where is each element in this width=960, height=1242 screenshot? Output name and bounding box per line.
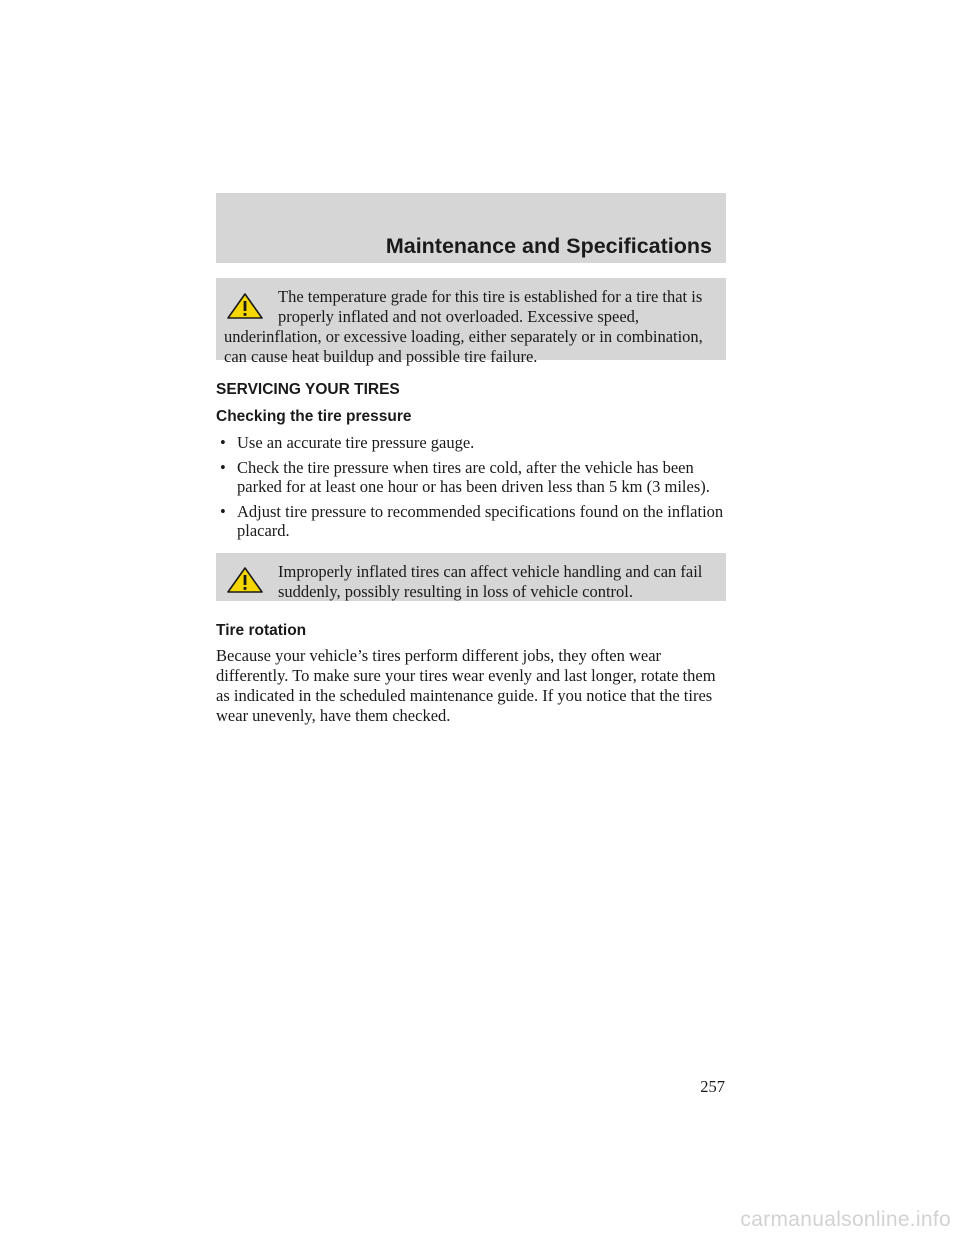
list-item-text: Use an accurate tire pressure gauge.: [237, 433, 475, 452]
tire-rotation-paragraph: Because your vehicle’s tires perform different jobs, they often wear differently. To make sure your tires wear evenly and last longer, rotate them as indicated in the scheduled maintenance guide. If you notice that the tires wear unevenly, have them checked.: [216, 646, 716, 725]
pressure-checklist: [216, 433, 726, 546]
list-item: [216, 433, 726, 453]
list-item: [216, 502, 726, 541]
subheading-tire-rotation: Tire rotation: [216, 622, 307, 639]
section-heading: SERVICING YOUR TIRES: [216, 381, 400, 398]
bullet-icon: •: [220, 433, 226, 452]
warning-triangle-icon: [226, 566, 264, 594]
warning-box-temperature: [216, 278, 726, 366]
section-header-band: [216, 193, 726, 263]
list-item-text: Adjust tire pressure to recommended specifications found on the inflation placard.: [237, 501, 724, 540]
warning-triangle-icon: [226, 292, 264, 320]
subheading-tire-pressure: Checking the tire pressure: [216, 408, 412, 425]
bullet-icon: •: [220, 501, 226, 521]
list-item: [216, 458, 726, 497]
warning-text: The temperature grade for this tire is established for a tire that is properly inflated and not overloaded. Excessive speed, underinflation, or excessive loading, either separately or in combination, can cause heat buildup and possible tire failure.: [224, 287, 703, 366]
list-item-text: Check the tire pressure when tires are cold, after the vehicle has been parked for at least one hour or has been driven less than 5 km (3 miles).: [237, 457, 710, 496]
warning-text: Improperly inflated tires can affect vehicle handling and can fail suddenly, possibly resulting in loss of vehicle control.: [278, 562, 703, 601]
watermark-logo: carmanualsonline.info: [740, 1208, 951, 1231]
section-title: Maintenance and Specifications: [385, 234, 712, 258]
warning-box-inflation: [216, 553, 726, 601]
page-number: 257: [700, 1077, 725, 1096]
bullet-icon: •: [220, 457, 226, 477]
